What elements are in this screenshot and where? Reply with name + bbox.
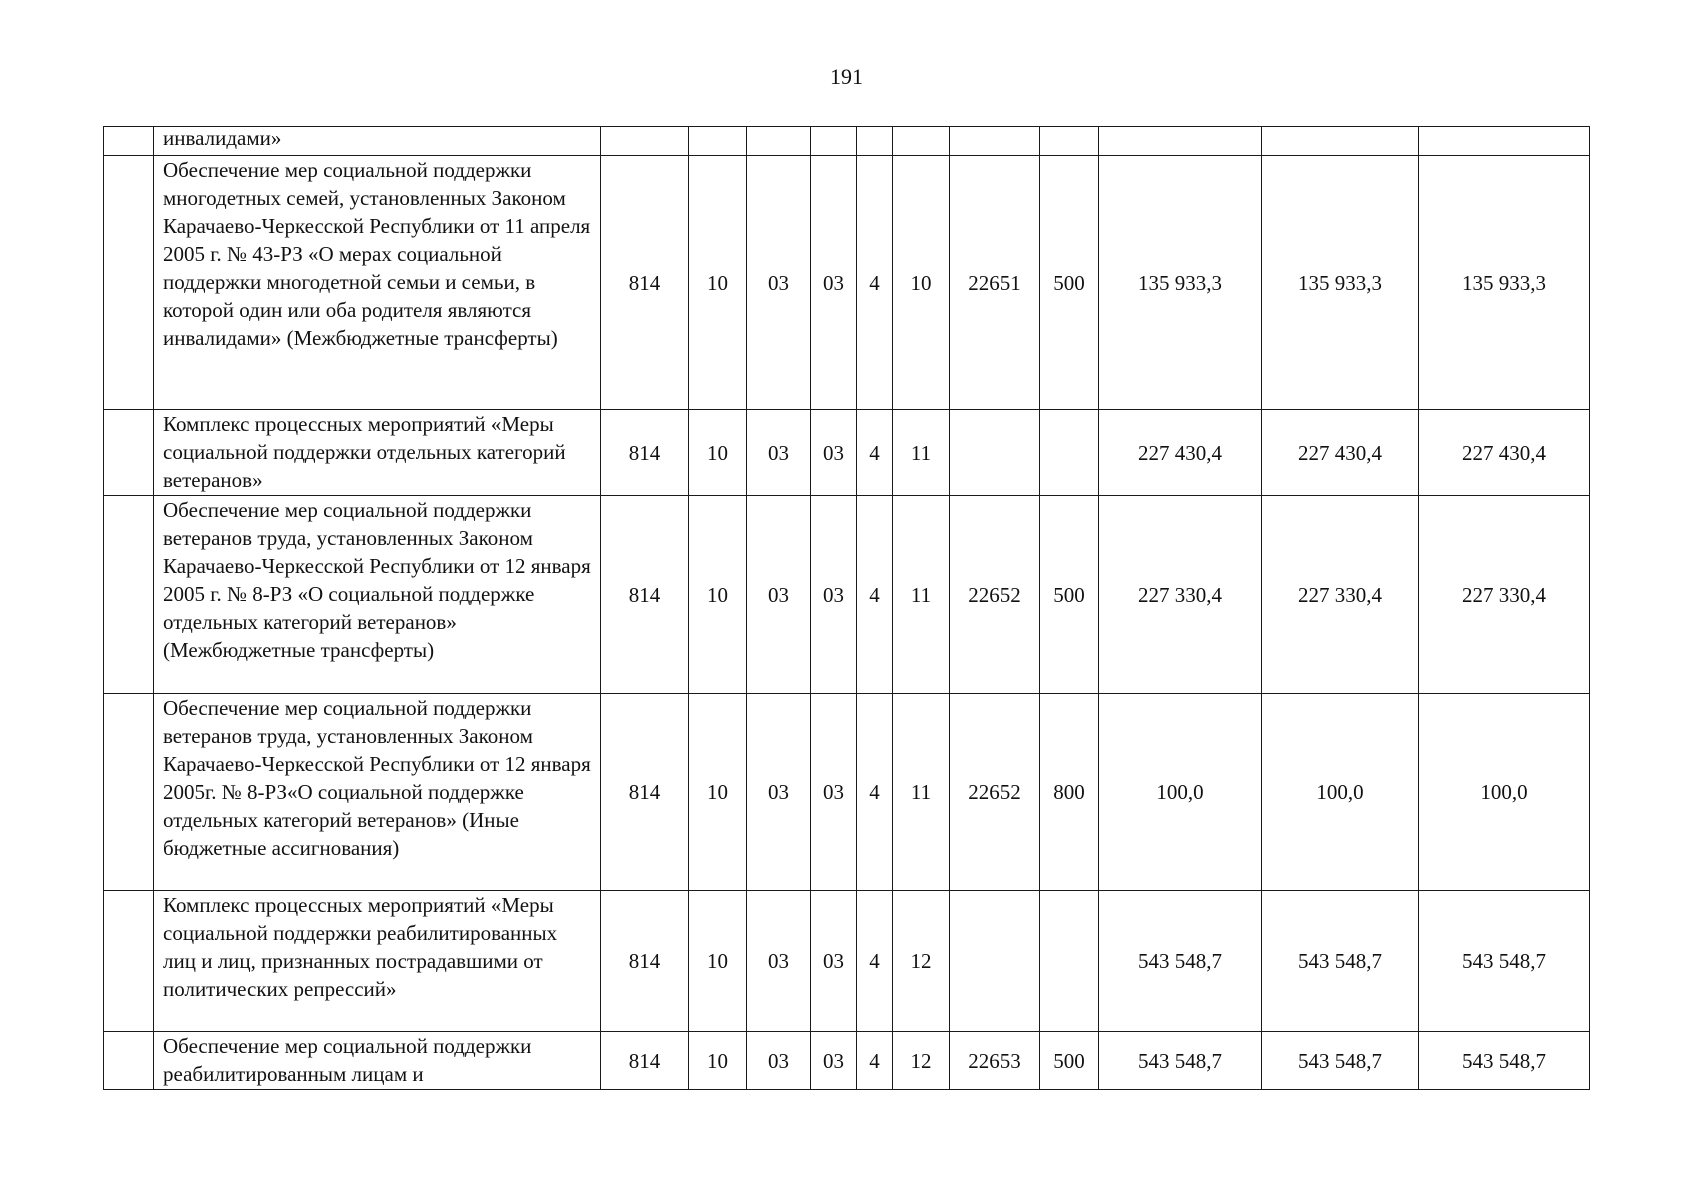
table-row	[104, 891, 1590, 1032]
program-cell	[811, 127, 857, 156]
rz-cell: 10	[689, 496, 747, 694]
vr-cell	[1040, 410, 1099, 496]
pr-cell: 03	[747, 694, 811, 891]
rz-cell: 10	[689, 891, 747, 1032]
vr-cell: 500	[1040, 496, 1099, 694]
vr-cell: 800	[1040, 694, 1099, 891]
name-cell: Обеспечение мер социальной поддержки ветеранов труда, установленных Законом Карачаево-Черкесской Республики от 12 января 2005г. № 8-РЗ«О социальной поддержке отдельных категорий ветеранов» (Иные бюджетные ассигнования)	[154, 694, 601, 891]
vr-cell: 500	[1040, 1032, 1099, 1090]
sum-year3-cell: 100,0	[1419, 694, 1590, 891]
sum-year2-cell: 100,0	[1262, 694, 1419, 891]
sum-year2-cell	[1262, 127, 1419, 156]
direction-cell	[950, 891, 1040, 1032]
pr-cell: 03	[747, 1032, 811, 1090]
sum-year2-cell: 227 330,4	[1262, 496, 1419, 694]
number-cell	[104, 891, 154, 1032]
rz-cell: 10	[689, 1032, 747, 1090]
table-row	[104, 496, 1590, 694]
name-cell: Обеспечение мер социальной поддержки реабилитированным лицам и	[154, 1032, 601, 1090]
direction-cell: 22653	[950, 1032, 1040, 1090]
sum-year3-cell: 135 933,3	[1419, 156, 1590, 410]
ved-cell: 814	[601, 496, 689, 694]
sum-year3-cell	[1419, 127, 1590, 156]
sum-year2-cell: 227 430,4	[1262, 410, 1419, 496]
vr-cell	[1040, 127, 1099, 156]
budget-table	[103, 126, 1590, 1090]
pr-cell: 03	[747, 410, 811, 496]
sum-year3-cell: 543 548,7	[1419, 1032, 1590, 1090]
number-cell	[104, 156, 154, 410]
sum-year1-cell: 100,0	[1099, 694, 1262, 891]
pr-cell: 03	[747, 156, 811, 410]
sum-year1-cell: 543 548,7	[1099, 891, 1262, 1032]
type-cell: 4	[857, 1032, 893, 1090]
type-cell: 4	[857, 156, 893, 410]
vr-cell	[1040, 891, 1099, 1032]
name-cell: Обеспечение мер социальной поддержки многодетных семей, установленных Законом Карачаево-Черкесской Республики от 11 апреля 2005 г. № 43-РЗ «О мерах социальной поддержки многодетной семьи и семьи, в которой один или оба родителя являются инвалидами» (Межбюджетные трансферты)	[154, 156, 601, 410]
program-cell: 03	[811, 496, 857, 694]
ved-cell: 814	[601, 891, 689, 1032]
table-row	[104, 1032, 1590, 1090]
sum-year1-cell: 543 548,7	[1099, 1032, 1262, 1090]
structure-cell: 11	[893, 496, 950, 694]
structure-cell	[893, 127, 950, 156]
pr-cell: 03	[747, 891, 811, 1032]
ved-cell: 814	[601, 156, 689, 410]
program-cell: 03	[811, 1032, 857, 1090]
sum-year1-cell: 227 330,4	[1099, 496, 1262, 694]
table-row	[104, 127, 1590, 156]
number-cell	[104, 410, 154, 496]
sum-year1-cell: 135 933,3	[1099, 156, 1262, 410]
number-cell	[104, 1032, 154, 1090]
rz-cell	[689, 127, 747, 156]
structure-cell: 12	[893, 891, 950, 1032]
ved-cell	[601, 127, 689, 156]
rz-cell: 10	[689, 694, 747, 891]
ved-cell: 814	[601, 1032, 689, 1090]
type-cell: 4	[857, 694, 893, 891]
name-cell: инвалидами»	[154, 127, 601, 156]
type-cell: 4	[857, 891, 893, 1032]
structure-cell: 10	[893, 156, 950, 410]
type-cell: 4	[857, 410, 893, 496]
ved-cell: 814	[601, 410, 689, 496]
sum-year1-cell	[1099, 127, 1262, 156]
direction-cell: 22651	[950, 156, 1040, 410]
sum-year2-cell: 543 548,7	[1262, 1032, 1419, 1090]
program-cell: 03	[811, 694, 857, 891]
program-cell: 03	[811, 891, 857, 1032]
sum-year3-cell: 227 430,4	[1419, 410, 1590, 496]
structure-cell: 12	[893, 1032, 950, 1090]
page-number: 191	[830, 64, 863, 89]
direction-cell: 22652	[950, 694, 1040, 891]
rz-cell: 10	[689, 410, 747, 496]
table-row	[104, 694, 1590, 891]
sum-year3-cell: 227 330,4	[1419, 496, 1590, 694]
sum-year2-cell: 543 548,7	[1262, 891, 1419, 1032]
sum-year2-cell: 135 933,3	[1262, 156, 1419, 410]
table-row	[104, 410, 1590, 496]
type-cell: 4	[857, 496, 893, 694]
direction-cell: 22652	[950, 496, 1040, 694]
direction-cell	[950, 127, 1040, 156]
table-row	[104, 156, 1590, 410]
program-cell: 03	[811, 156, 857, 410]
type-cell	[857, 127, 893, 156]
name-cell: Комплекс процессных мероприятий «Меры социальной поддержки отдельных категорий ветеранов»	[154, 410, 601, 496]
ved-cell: 814	[601, 694, 689, 891]
number-cell	[104, 496, 154, 694]
sum-year1-cell: 227 430,4	[1099, 410, 1262, 496]
direction-cell	[950, 410, 1040, 496]
program-cell: 03	[811, 410, 857, 496]
rz-cell: 10	[689, 156, 747, 410]
sum-year3-cell: 543 548,7	[1419, 891, 1590, 1032]
pr-cell	[747, 127, 811, 156]
vr-cell: 500	[1040, 156, 1099, 410]
pr-cell: 03	[747, 496, 811, 694]
number-cell	[104, 694, 154, 891]
structure-cell: 11	[893, 410, 950, 496]
name-cell: Обеспечение мер социальной поддержки ветеранов труда, установленных Законом Карачаево-Черкесской Республики от 12 января 2005 г. № 8-РЗ «О социальной поддержке отдельных категорий ветеранов» (Межбюджетные трансферты)	[154, 496, 601, 694]
name-cell: Комплекс процессных мероприятий «Меры социальной поддержки реабилитированных лиц и лиц, признанных пострадавшими от политических репрессий»	[154, 891, 601, 1032]
structure-cell: 11	[893, 694, 950, 891]
number-cell	[104, 127, 154, 156]
